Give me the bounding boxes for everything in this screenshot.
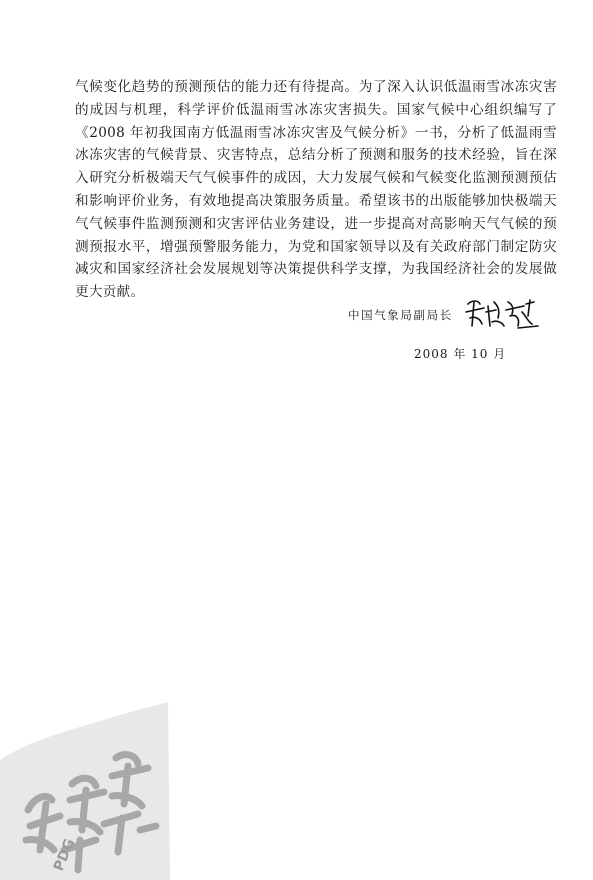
watermark-label: PDG <box>50 836 79 874</box>
body-paragraph: 气候变化趋势的预测预估的能力还有待提高。为了深入认识低温雨雪冰冻灾害的成因与机理，科学评价低温雨雪冰冻灾害损失。国家气候中心组织编写了《2008 年初我国南方低温雨雪冰冻灾害及气候分析》一书，分析了低温雨雪冰冻灾害的气候背景、灾害特点，总结分析了预测和服务的技术经验，旨在深入研究分析极端天气气候事件的成因，大力发展气候和气候变化监测预测预估和影响评价业务，有效地提高决策服务质量。希望该书的出版能够加快极端天气气候事件监测预测和灾害评估业务建设，进一步提高对高影响天气气候的预测预报水平，增强预警服务能力，为党和国家领导以及有关政府部门制定防灾减灾和国家经济社会发展规划等决策提供科学支撑，为我国经济社会的发展做更大贡献。 <box>75 79 557 301</box>
signature-block <box>300 296 560 336</box>
body-paragraph-block <box>75 76 557 304</box>
signer-title: 中国气象局副局长 <box>348 308 453 322</box>
library-seal-stamp <box>0 700 170 880</box>
handwritten-signature <box>462 296 542 332</box>
document-date: 2008 年 10 月 <box>414 347 507 361</box>
